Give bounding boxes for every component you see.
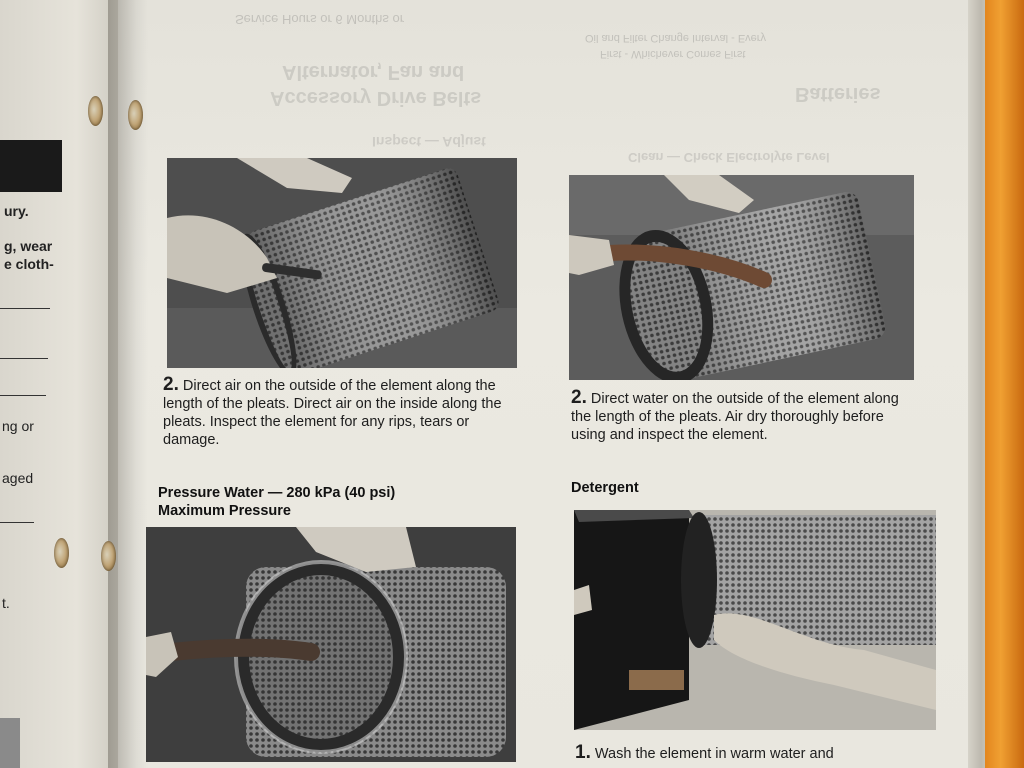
- left-rule-2: [0, 358, 48, 359]
- left-page-dark-block: [0, 718, 20, 768]
- ghost-clean: Clean — Check Electrolyte Level: [628, 150, 830, 165]
- binder-hole-right-top: [128, 100, 143, 130]
- ghost-heading-2: Accessory Drive Belts: [270, 87, 482, 109]
- pressure-water-line-1: Pressure Water — 280 kPa (40 psi): [158, 485, 396, 501]
- step-number: 2.: [571, 387, 587, 408]
- step-text: Direct water on the outside of the element along the length of the pleats. Air dry thoroughly before using and inspect the element.: [571, 391, 899, 443]
- pressure-water-heading: [158, 484, 488, 520]
- left-fragment-1: ury.: [4, 203, 29, 219]
- step-2-water-caption: [571, 389, 906, 444]
- step-text: Wash the element in warm water and: [594, 746, 834, 762]
- step-number: 2.: [163, 374, 179, 395]
- photo-compressed-air: [167, 158, 517, 368]
- pressure-water-line-2: Maximum Pressure: [158, 503, 291, 519]
- photo-water-hose: [569, 175, 914, 380]
- left-fragment-5: aged: [2, 470, 34, 486]
- step-2-air-caption: [163, 376, 503, 449]
- binder-hole-right-bottom: [101, 541, 116, 571]
- left-fragment-4: ng or: [2, 418, 34, 434]
- left-rule-3: [0, 395, 46, 396]
- left-fragment-3: e cloth-: [4, 256, 54, 272]
- photo-detergent-wash: [574, 510, 936, 730]
- binder-hole-left-top: [88, 96, 103, 126]
- photo-inside-water: [146, 527, 516, 762]
- left-fragment-2: g, wear: [4, 238, 53, 254]
- ghost-subheading: Inspect — Adjust: [372, 134, 486, 150]
- left-fragment-6: t.: [2, 595, 10, 611]
- detergent-heading: Detergent: [571, 480, 639, 496]
- left-page-black-bar: [0, 140, 62, 192]
- left-rule-4: [0, 522, 34, 523]
- ghost-service-line: Service Hours or 6 Months or: [235, 12, 405, 27]
- binder-cover-edge: [985, 0, 1024, 768]
- ghost-first-line: First - Whichever Comes First: [600, 48, 746, 60]
- ghost-batteries: Batteries: [795, 83, 881, 105]
- binder-hole-left-bottom: [54, 538, 69, 568]
- step-1-wash-caption: [575, 744, 920, 763]
- ghost-heading-1: Alternator, Fan and: [282, 61, 465, 83]
- left-rule-1: [0, 308, 50, 309]
- step-number: 1.: [575, 742, 591, 763]
- ghost-oil-line: Oil and Filter Change Interval - Every: [585, 32, 766, 44]
- step-text: Direct air on the outside of the element along the length of the pleats. Direct air on the inside along the pleats. Inspect the element for any rips, tears or damage.: [163, 378, 502, 448]
